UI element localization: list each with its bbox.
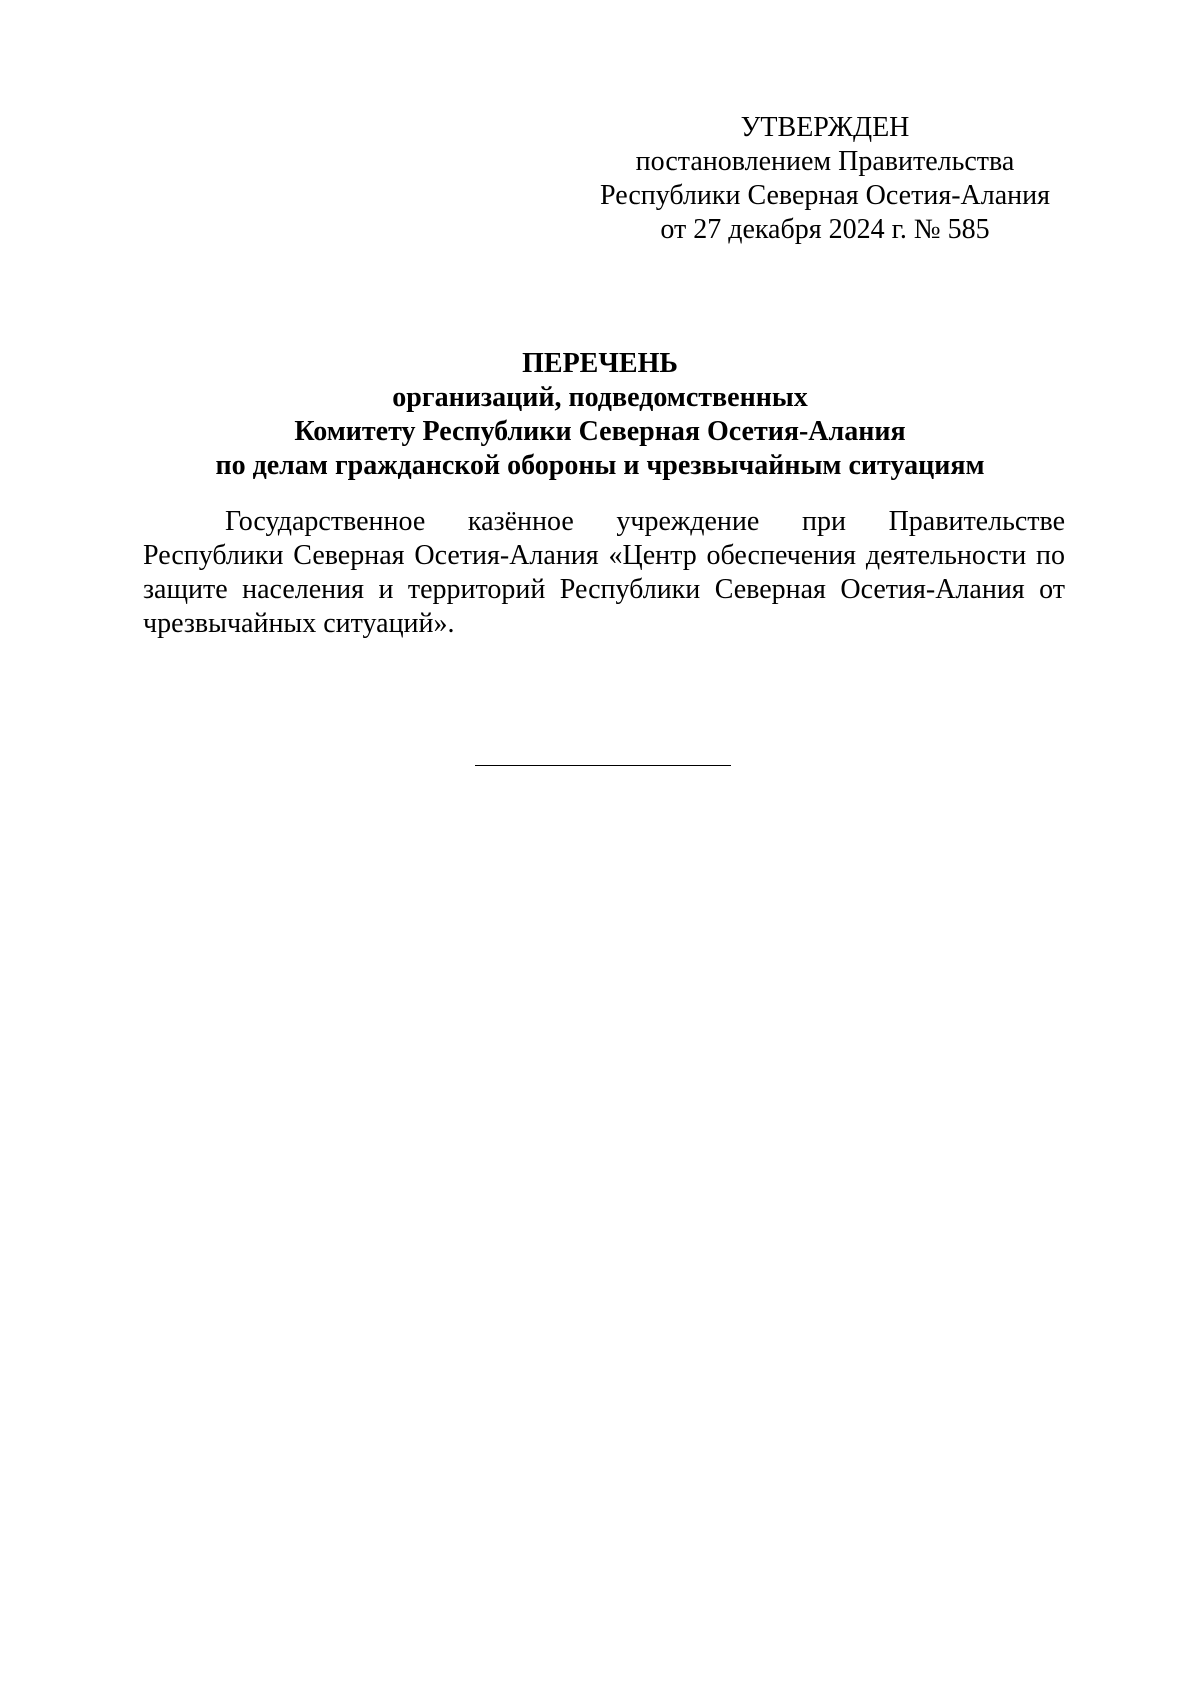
approval-region: Республики Северная Осетия-Алания — [600, 180, 1050, 211]
approval-date-number: от 27 декабря 2024 г. № 585 — [660, 214, 990, 245]
body-paragraph: Государственное казённое учреждение при Правительстве Республики Северная Осетия-Алания «Центр обеспечения деятельности по защите населения и территорий Республики Северная Осетия-Алания от чрезвычайных ситуаций». — [143, 506, 1065, 639]
approval-authority: постановлением Правительства — [635, 146, 1015, 177]
heading-line-4: по делам гражданской обороны и чрезвычайным ситуациям — [215, 450, 985, 481]
heading-line-2: организаций, подведомственных — [392, 382, 808, 413]
document-heading — [140, 347, 1060, 483]
approval-status: УТВЕРЖДЕН — [740, 112, 910, 143]
approval-block — [570, 111, 1080, 247]
closing-divider — [475, 765, 731, 766]
heading-line-3: Комитету Республики Северная Осетия-Алания — [294, 416, 906, 447]
document-title: ПЕРЕЧЕНЬ — [522, 348, 678, 379]
